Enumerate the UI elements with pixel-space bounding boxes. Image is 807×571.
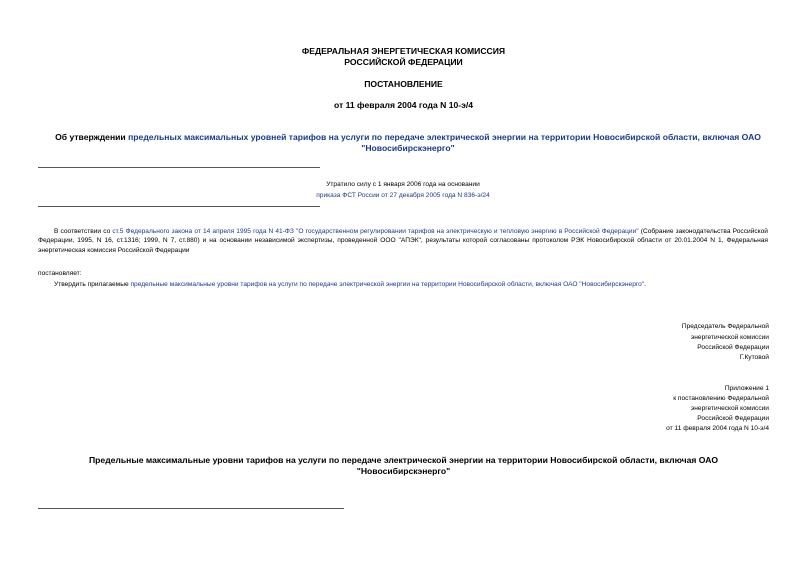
appendix-title: Предельные максимальные уровни тарифов на услуги по передаче электрической энергии на территории Новосибирской области, включая ОАО "Новосибирскэнерго" xyxy=(88,455,719,476)
document-date: от 11 февраля 2004 года N 10-э/4 xyxy=(333,100,474,110)
agency-name-line2: РОССИЙСКОЙ ФЕДЕРАЦИИ xyxy=(344,57,463,67)
expired-note: Утратило силу с 1 января 2006 года на основании xyxy=(326,181,480,188)
divider-top xyxy=(38,167,320,168)
appendix-line5: от 11 февраля 2004 года N 10-э/4 xyxy=(666,425,769,432)
preamble-paragraph xyxy=(38,227,768,255)
signature-line1: Председатель Федеральной xyxy=(681,323,769,330)
resolves-text-end: . xyxy=(644,281,646,288)
document-title xyxy=(40,132,776,154)
title-link[interactable]: предельных максимальных уровней тарифов на услуги по передаче электрической энергии на территории Новосибирской области, включая ОАО "Новосибирскэнерго" xyxy=(128,132,761,153)
appendix-line3: энергетической комиссии xyxy=(690,405,769,412)
resolves-paragraph xyxy=(54,280,774,289)
preamble-text-start: В соответствии со xyxy=(54,228,113,235)
signature-line2: энергетической комиссии xyxy=(690,334,769,341)
preamble-text-end: (Собрание законодательства Российской Федерации, 1995, N 16, ст.1316; 1999, N 7, ст.880) и на основании независимой экспертизы, проведенной ООО "АПЭК", результаты которой согласованы протоколом РЭК Новосибирской области от 20.01.2004 N 1, Федеральная энергетическая комиссия Российской Федерации xyxy=(38,228,768,254)
expired-link[interactable]: приказа ФСТ России от 27 декабря 2005 года N 836-э/24 xyxy=(316,192,490,199)
agency-name-line1: ФЕДЕРАЛЬНАЯ ЭНЕРГЕТИЧЕСКАЯ КОМИССИЯ xyxy=(301,46,506,56)
divider-bottom xyxy=(38,206,320,207)
signature-name: Г.Кутовой xyxy=(739,354,769,361)
resolves-label: постановляет: xyxy=(38,270,82,277)
appendix-line4: Российской Федерации xyxy=(697,415,769,422)
divider-appendix xyxy=(38,508,344,509)
document-type: ПОСТАНОВЛЕНИЕ xyxy=(364,79,443,89)
appendix-line1: Приложение 1 xyxy=(724,385,769,392)
appendix-line2: к постановлению Федеральной xyxy=(673,395,769,402)
title-prefix: Об утверждении xyxy=(55,132,129,142)
signature-line3: Российской Федерации xyxy=(697,344,769,351)
resolves-link[interactable]: предельные максимальные уровни тарифов на услуги по передаче электрической энергии на территории Новосибирской области, включая ОАО "Новосибирскэнерго" xyxy=(130,281,645,288)
resolves-text-start: Утвердить прилагаемые xyxy=(54,281,131,288)
preamble-law-link[interactable]: ст.5 Федерального закона от 14 апреля 1995 года N 41-ФЗ "О государственном регулировании тарифов на электрическую и тепловую энергию в Российской Федерации" xyxy=(112,228,639,235)
